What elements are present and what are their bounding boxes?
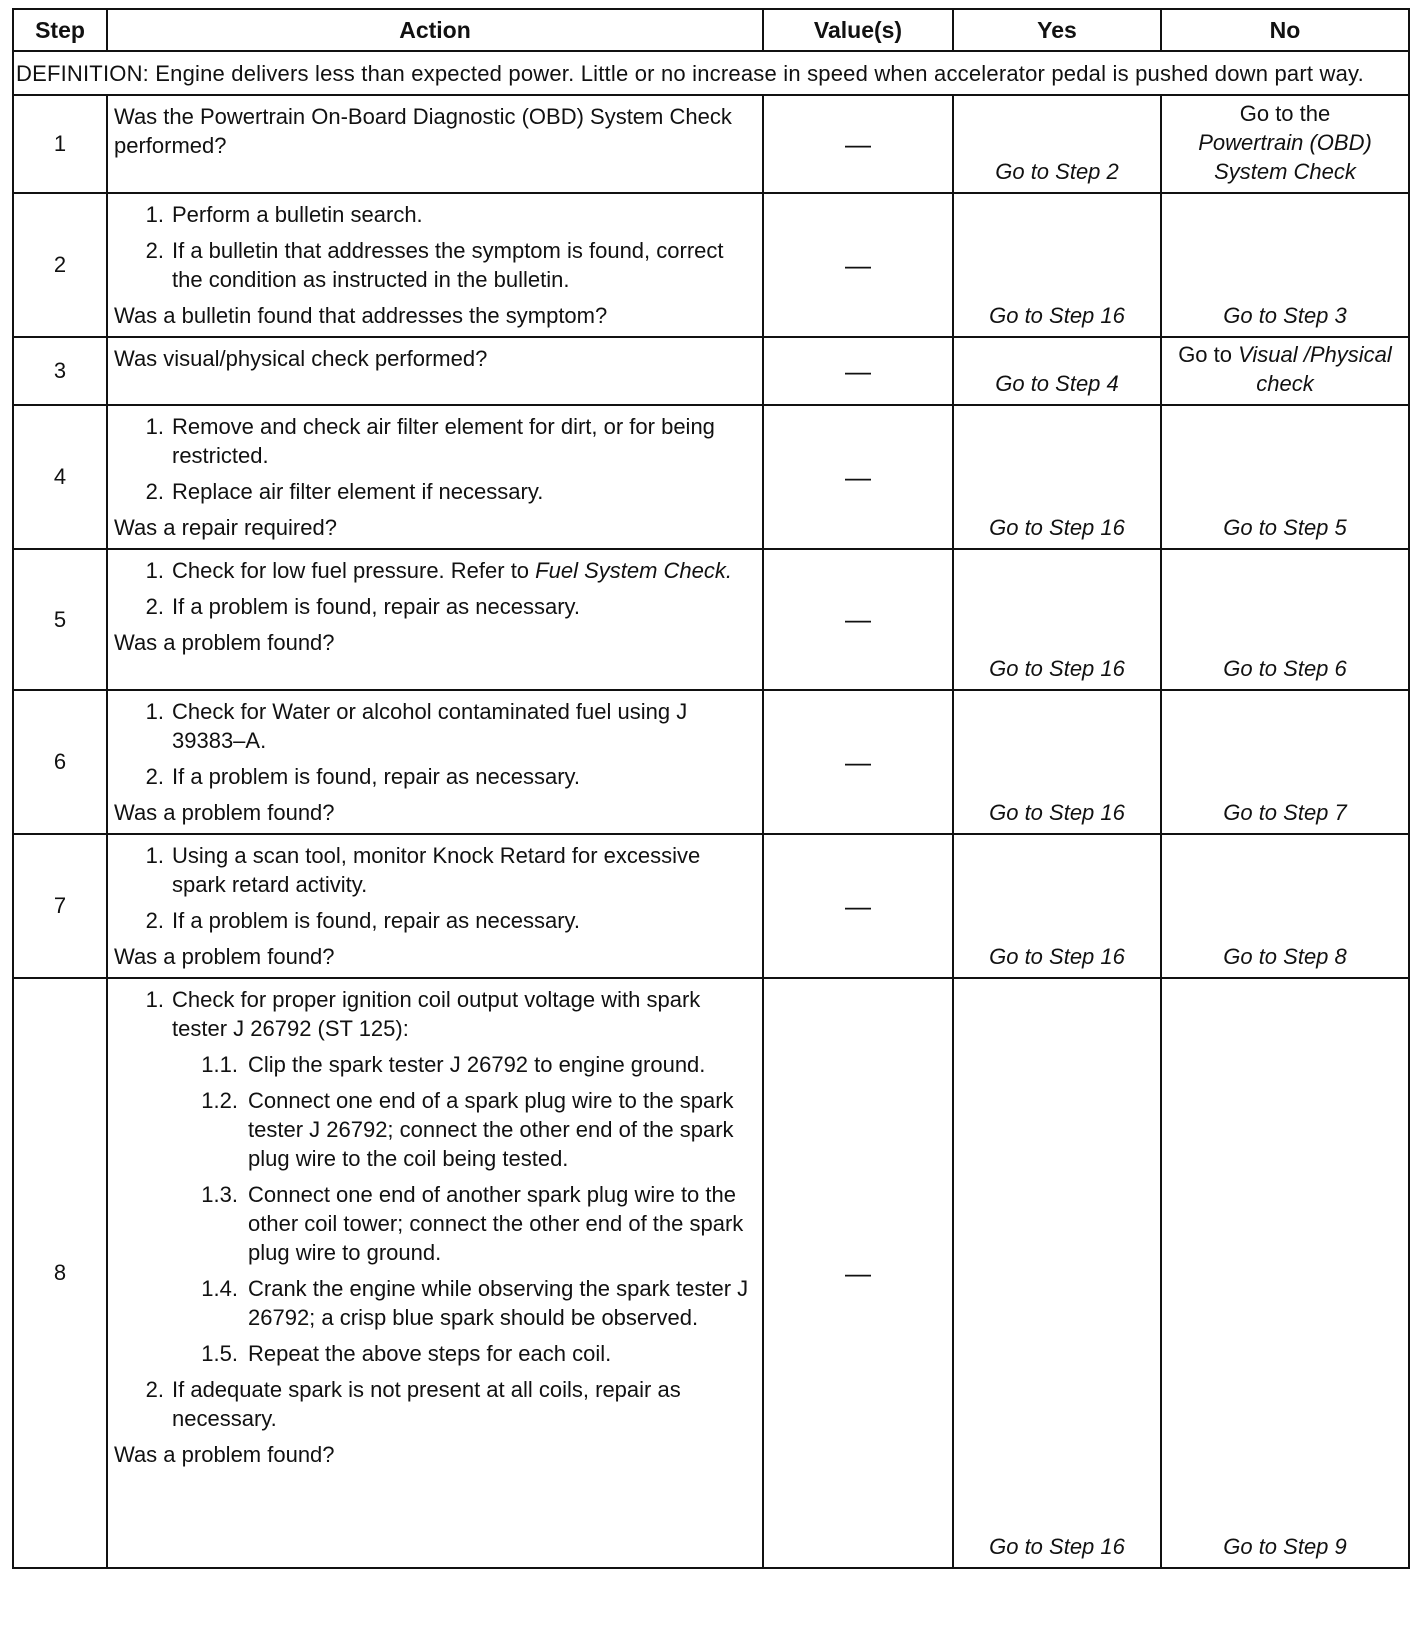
- action-question: Was a bulletin found that addresses the symptom?: [114, 303, 608, 328]
- header-values: Value(s): [763, 9, 953, 51]
- step-number: 8: [13, 978, 107, 1568]
- value-cell: —: [763, 337, 953, 405]
- action-subitem: 1.5. Repeat the above steps for each coil.: [201, 1341, 612, 1366]
- header-row: [13, 9, 1409, 51]
- value-cell: —: [763, 690, 953, 834]
- table-row: [13, 978, 1409, 1568]
- diagnostic-table: [12, 8, 1410, 1569]
- definition-row: [13, 51, 1409, 95]
- no-cell: [1161, 978, 1409, 1568]
- no-cell: [1161, 95, 1409, 193]
- step-number: 6: [13, 690, 107, 834]
- yes-cell: [953, 405, 1161, 549]
- table-row: [13, 834, 1409, 978]
- action-question: Was a problem found?: [114, 1442, 335, 1467]
- no-link: Go to Visual /Physical check: [1178, 342, 1392, 396]
- step-number: 4: [13, 405, 107, 549]
- action-subitem: 1.1. Clip the spark tester J 26792 to engine ground.: [201, 1052, 706, 1077]
- action-question: Was a problem found?: [114, 800, 335, 825]
- action-item: 1. Check for proper ignition coil output voltage with spark tester J 26792 (ST 125):: [145, 987, 701, 1041]
- no-link: Go to Step 7: [1223, 800, 1347, 825]
- step-number: 7: [13, 834, 107, 978]
- action-item: 2. If a problem is found, repair as necessary.: [145, 908, 581, 933]
- yes-link: Go to Step 16: [989, 656, 1125, 681]
- yes-cell: [953, 834, 1161, 978]
- step-number: 2: [13, 193, 107, 337]
- no-link: Go to Step 8: [1223, 944, 1347, 969]
- value-cell: —: [763, 978, 953, 1568]
- action-subitem: 1.4. Crank the engine while observing the spark tester J 26792; a crisp blue spark should be observed.: [201, 1276, 749, 1330]
- table-row: [13, 690, 1409, 834]
- action-question: Was a problem found?: [114, 944, 335, 969]
- table-row: [13, 337, 1409, 405]
- table-row: [13, 95, 1409, 193]
- no-cell: [1161, 337, 1409, 405]
- action-cell: [107, 978, 763, 1568]
- no-link: Go to Step 9: [1223, 1534, 1347, 1559]
- yes-link: Go to Step 2: [995, 159, 1119, 184]
- table-row: [13, 405, 1409, 549]
- table-row: [13, 193, 1409, 337]
- action-cell: [107, 834, 763, 978]
- action-item: 2. If a problem is found, repair as necessary.: [145, 594, 581, 619]
- yes-link: Go to Step 16: [989, 515, 1125, 540]
- no-link: Go to Step 3: [1223, 303, 1347, 328]
- no-link: Go to the Powertrain (OBD) System Check: [1198, 101, 1372, 184]
- header-no: No: [1161, 9, 1409, 51]
- no-link: Go to Step 5: [1223, 515, 1347, 540]
- definition-text: DEFINITION: Engine delivers less than expected power. Little or no increase in speed when accelerator pedal is pushed down part way.: [13, 51, 1409, 95]
- yes-cell: [953, 193, 1161, 337]
- action-question: Was a repair required?: [114, 515, 337, 540]
- action-cell: [107, 193, 763, 337]
- action-subitem: 1.2. Connect one end of a spark plug wire to the spark tester J 26792; connect the other end of the spark plug wire to the coil being tested.: [201, 1088, 734, 1171]
- action-item: 1. Check for low fuel pressure. Refer to Fuel System Check.: [145, 558, 733, 583]
- value-cell: —: [763, 834, 953, 978]
- value-cell: —: [763, 95, 953, 193]
- no-cell: [1161, 405, 1409, 549]
- no-cell: [1161, 834, 1409, 978]
- action-subitem: 1.3. Connect one end of another spark plug wire to the other coil tower; connect the other end of the spark plug wire to ground.: [201, 1182, 744, 1265]
- action-cell: [107, 405, 763, 549]
- value-cell: —: [763, 549, 953, 690]
- action-item: 2. Replace air filter element if necessary.: [145, 479, 544, 504]
- header-action: Action: [107, 9, 763, 51]
- yes-cell: [953, 549, 1161, 690]
- action-question: Was a problem found?: [114, 630, 335, 655]
- value-cell: —: [763, 193, 953, 337]
- step-number: 3: [13, 337, 107, 405]
- yes-cell: [953, 95, 1161, 193]
- yes-cell: [953, 690, 1161, 834]
- no-cell: [1161, 549, 1409, 690]
- step-number: 5: [13, 549, 107, 690]
- action-cell: [107, 690, 763, 834]
- no-link: Go to Step 6: [1223, 656, 1347, 681]
- action-item: 2. If adequate spark is not present at all coils, repair as necessary.: [145, 1377, 681, 1431]
- value-cell: —: [763, 405, 953, 549]
- action-item: 2. If a problem is found, repair as necessary.: [145, 764, 581, 789]
- table-row: [13, 549, 1409, 690]
- header-yes: Yes: [953, 9, 1161, 51]
- action-cell: [107, 337, 763, 405]
- yes-link: Go to Step 4: [995, 371, 1119, 396]
- diagnostic-table-sheet: [12, 8, 1408, 1569]
- action-item: 1. Check for Water or alcohol contaminated fuel using J 39383–A.: [145, 699, 688, 753]
- yes-link: Go to Step 16: [989, 1534, 1125, 1559]
- yes-link: Go to Step 16: [989, 800, 1125, 825]
- action-item: 2. If a bulletin that addresses the symptom is found, correct the condition as instructed in the bulletin.: [145, 238, 724, 292]
- action-item: 1. Perform a bulletin search.: [145, 202, 423, 227]
- action-item: 1. Remove and check air filter element for dirt, or for being restricted.: [145, 414, 715, 468]
- action-question: Was the Powertrain On-Board Diagnostic (OBD) System Check performed?: [114, 104, 732, 158]
- yes-cell: [953, 337, 1161, 405]
- step-number: 1: [13, 95, 107, 193]
- action-question: Was visual/physical check performed?: [114, 346, 488, 371]
- yes-link: Go to Step 16: [989, 303, 1125, 328]
- header-step: Step: [13, 9, 107, 51]
- action-cell: [107, 95, 763, 193]
- no-cell: [1161, 690, 1409, 834]
- action-item: 1. Using a scan tool, monitor Knock Retard for excessive spark retard activity.: [145, 843, 701, 897]
- yes-link: Go to Step 16: [989, 944, 1125, 969]
- yes-cell: [953, 978, 1161, 1568]
- no-cell: [1161, 193, 1409, 337]
- action-cell: [107, 549, 763, 690]
